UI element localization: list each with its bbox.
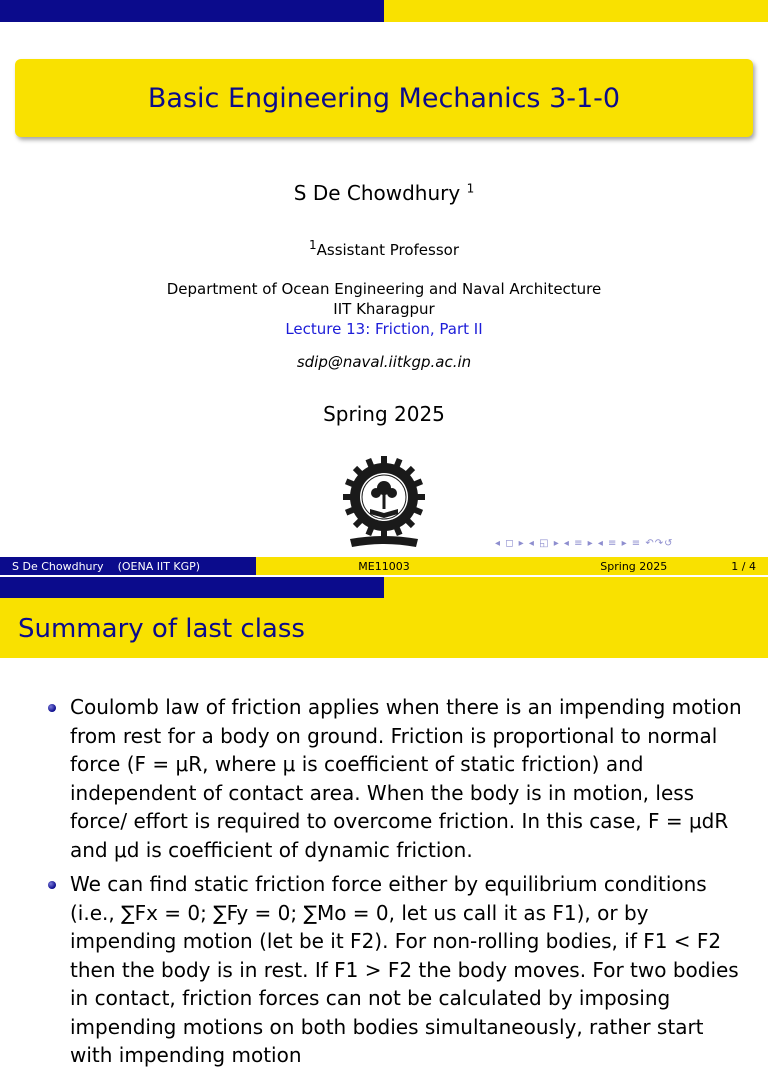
footline [0, 557, 768, 575]
header-strip-yellow [384, 577, 768, 599]
affiliation-footnote-mark: 1 [308, 238, 317, 252]
bullet-text-2: We can find static friction force either by equilibrium conditions (i.e., ∑Fx = 0; ∑Fy = 0; ∑Mo = 0, let us call it as F1), or by impending motion (let be it F2). For non-rolling bodies, if F1 < F2 then the body is in rest. If F1 > F2 the body moves. For two bodies in contact, friction forces can not be calculated by imposing impending motions on both bodies simultaneously, rather start with impending motion [70, 872, 739, 1067]
footer-course-section [256, 557, 512, 575]
bullet-icon [48, 704, 56, 712]
frame-title: Summary of last class [18, 614, 305, 644]
footer-institute: (OENA IIT KGP) [117, 559, 201, 573]
author-footnote-mark: 1 [466, 181, 475, 196]
header-strip-yellow [384, 0, 768, 22]
footer-date-section [512, 557, 768, 575]
footer-date: Spring 2025 [600, 559, 668, 573]
header-strip-blue [0, 577, 384, 599]
author-name: S De Chowdhury [293, 181, 461, 205]
bullet-icon [48, 881, 56, 889]
summary-slide [0, 577, 768, 1067]
author-line [0, 181, 768, 205]
email-address: sdip@naval.iitkgp.ac.in [296, 353, 472, 371]
header-strip-blue [0, 0, 384, 22]
department-block [0, 279, 768, 339]
footer-page-number: 1 / 4 [731, 559, 756, 573]
department-name: Department of Ocean Engineering and Naval Architecture [166, 280, 602, 298]
footer-author: S De Chowdhury [12, 559, 104, 573]
lecture-link[interactable]: Lecture 13: Friction, Part II [285, 320, 483, 338]
list-item [48, 693, 748, 864]
iit-logo-icon [340, 455, 428, 550]
affiliation-text: Assistant Professor [316, 241, 460, 259]
navigation-symbols[interactable]: ◂ ◻ ▸ ◂ ◱ ▸ ◂ ≡ ▸ ◂ ≡ ▸ ≡ ↶↷↺ [495, 538, 674, 549]
affiliation-line [0, 238, 768, 259]
presentation-date: Spring 2025 [323, 402, 445, 426]
footer-author-section [0, 557, 256, 575]
title-box [15, 59, 753, 137]
presentation-title: Basic Engineering Mechanics 3-1-0 [147, 82, 621, 114]
bullet-text-1: Coulomb law of friction applies when there is an impending motion from rest for a body on ground. Friction is proportional to normal force (F = μR, where μ is coefficient of static friction) and independent of contact area. When the body is in motion, less force/ effort is required to overcome friction. In this case, F = μdR and μd is coefficient of dynamic friction. [70, 695, 742, 862]
footer-course: ME11003 [358, 559, 410, 573]
institute-name: IIT Kharagpur [333, 300, 435, 318]
bullet-list [48, 693, 748, 1076]
list-item [48, 870, 748, 1070]
